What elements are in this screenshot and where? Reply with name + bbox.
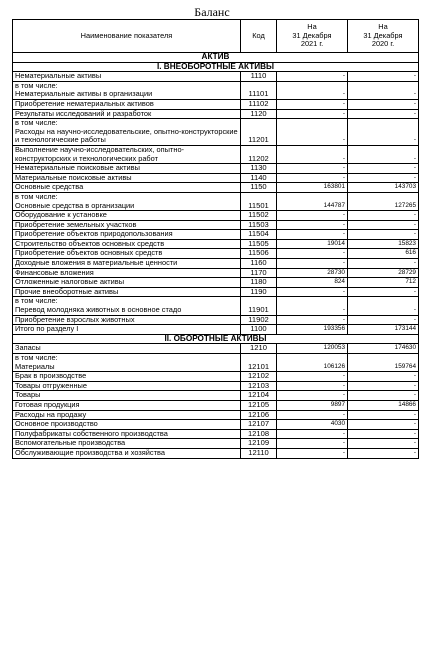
row-value-2021: - <box>277 164 348 174</box>
table-row <box>13 81 419 99</box>
row-label: Расходы на научно-исследовательские, опытно-конструкторские и технологические работы <box>15 126 238 145</box>
row-code: 1130 <box>241 164 277 174</box>
table-row <box>13 268 419 278</box>
header-row <box>13 20 419 53</box>
row-code: 12102 <box>241 372 277 382</box>
row-value-2021: - <box>277 410 348 420</box>
row-value-2021: - <box>277 249 348 259</box>
row-value-2020: 14866 <box>348 400 419 410</box>
row-value-2020: - <box>348 315 419 325</box>
row-value-2021: - <box>277 381 348 391</box>
row-code: 1100 <box>241 325 277 335</box>
row-name: Вспомогательные производства <box>13 439 241 449</box>
row-name: Нематериальные активы <box>13 72 241 82</box>
row-code: 11503 <box>241 220 277 230</box>
table-row <box>13 259 419 269</box>
table-row <box>13 429 419 439</box>
row-name: Основные средства <box>13 183 241 193</box>
row-value-2021: - <box>277 315 348 325</box>
row-value-2021: 120053 <box>277 344 348 354</box>
table-row <box>13 145 419 163</box>
row-value-2021: - <box>277 119 348 146</box>
table-row <box>13 278 419 288</box>
row-value-2021: - <box>277 109 348 119</box>
row-sublabel: в том числе: <box>15 192 58 201</box>
row-value-2021: - <box>277 145 348 163</box>
table-row <box>13 109 419 119</box>
row-label: Перевод молодняка животных в основное стадо <box>15 305 182 315</box>
row-code: 11101 <box>241 81 277 99</box>
table-row <box>13 391 419 401</box>
header-code: Код <box>241 20 277 53</box>
row-value-2020: - <box>348 72 419 82</box>
row-code: 1210 <box>241 344 277 354</box>
row-name: Оборудование к установке <box>13 211 241 221</box>
row-name: Полуфабрикаты собственного производства <box>13 429 241 439</box>
row-value-2020: 159764 <box>348 354 419 372</box>
balance-rows <box>13 53 419 459</box>
row-name: Приобретение взрослых животных <box>13 315 241 325</box>
row-code: 1120 <box>241 109 277 119</box>
header-period-2021-line: На <box>307 22 317 32</box>
row-value-2020: - <box>348 173 419 183</box>
row-name: Нематериальные поисковые активы <box>13 164 241 174</box>
row-name <box>13 119 241 146</box>
row-value-2020: - <box>348 81 419 99</box>
row-name <box>13 354 241 372</box>
section-header <box>13 53 419 63</box>
row-value-2020: - <box>348 259 419 269</box>
row-value-2021: - <box>277 173 348 183</box>
table-row <box>13 211 419 221</box>
row-sublabel: в том числе: <box>15 353 58 362</box>
row-value-2021: - <box>277 259 348 269</box>
row-code: 12103 <box>241 381 277 391</box>
row-value-2020: - <box>348 448 419 458</box>
row-code: 11102 <box>241 99 277 109</box>
row-value-2021: - <box>277 297 348 315</box>
header-period-2021-line: 31 Декабря <box>292 30 332 40</box>
row-value-2020: - <box>348 439 419 449</box>
row-code: 11202 <box>241 145 277 163</box>
row-code: 11505 <box>241 239 277 249</box>
table-row <box>13 448 419 458</box>
section-title: I. ВНЕОБОРОТНЫЕ АКТИВЫ <box>13 62 419 72</box>
row-name: Выполнение научно-исследовательских, опытно-конструкторских и технологических работ <box>13 145 241 163</box>
row-code: 11901 <box>241 297 277 315</box>
table-row <box>13 239 419 249</box>
table-row <box>13 354 419 372</box>
table-row <box>13 183 419 193</box>
header-period-2021 <box>277 20 348 53</box>
row-name: Товары отгруженные <box>13 381 241 391</box>
row-code: 12109 <box>241 439 277 449</box>
row-value-2020: - <box>348 420 419 430</box>
row-name: Доходные вложения в материальные ценности <box>13 259 241 269</box>
row-value-2021: - <box>277 439 348 449</box>
row-code: 1180 <box>241 278 277 288</box>
section-header <box>13 334 419 344</box>
table-row <box>13 344 419 354</box>
row-value-2021: - <box>277 230 348 240</box>
row-value-2021: - <box>277 429 348 439</box>
row-value-2020: - <box>348 372 419 382</box>
table-row <box>13 230 419 240</box>
row-value-2021: 19014 <box>277 239 348 249</box>
row-code: 11504 <box>241 230 277 240</box>
row-sublabel: в том числе: <box>15 81 58 90</box>
row-name: Итого по разделу I <box>13 325 241 335</box>
row-value-2020: 173144 <box>348 325 419 335</box>
row-value-2020: 174630 <box>348 344 419 354</box>
row-value-2020: - <box>348 230 419 240</box>
row-value-2020: - <box>348 145 419 163</box>
row-name <box>13 81 241 99</box>
row-value-2021: - <box>277 99 348 109</box>
table-row <box>13 381 419 391</box>
row-value-2020: - <box>348 109 419 119</box>
row-code: 1160 <box>241 259 277 269</box>
row-code: 1150 <box>241 183 277 193</box>
table-row <box>13 325 419 335</box>
row-code: 1110 <box>241 72 277 82</box>
row-value-2021: 193356 <box>277 325 348 335</box>
table-row <box>13 297 419 315</box>
row-value-2020: - <box>348 211 419 221</box>
row-value-2021: 9897 <box>277 400 348 410</box>
row-value-2021: 28730 <box>277 268 348 278</box>
row-name: Приобретение объектов природопользования <box>13 230 241 240</box>
row-name: Приобретение земельных участков <box>13 220 241 230</box>
row-sublabel: в том числе: <box>15 118 58 128</box>
row-code: 12107 <box>241 420 277 430</box>
row-value-2021: - <box>277 391 348 401</box>
row-value-2021: - <box>277 448 348 458</box>
row-code: 11902 <box>241 315 277 325</box>
table-row <box>13 315 419 325</box>
row-code: 1140 <box>241 173 277 183</box>
table-row <box>13 287 419 297</box>
row-value-2021: - <box>277 72 348 82</box>
row-value-2021: - <box>277 372 348 382</box>
row-value-2020: - <box>348 164 419 174</box>
row-value-2021: - <box>277 287 348 297</box>
row-value-2020: 143703 <box>348 183 419 193</box>
row-code: 11501 <box>241 192 277 210</box>
row-name: Прочие внеоборотные активы <box>13 287 241 297</box>
row-name: Запасы <box>13 344 241 354</box>
row-name <box>13 192 241 210</box>
balance-table <box>12 19 419 459</box>
table-row <box>13 400 419 410</box>
table-row <box>13 220 419 230</box>
row-name: Приобретение нематериальных активов <box>13 99 241 109</box>
row-value-2020: - <box>348 381 419 391</box>
header-period-2020 <box>348 20 419 53</box>
row-value-2021: 824 <box>277 278 348 288</box>
section-header <box>13 62 419 72</box>
row-sublabel: в том числе: <box>15 296 58 306</box>
row-value-2020: - <box>348 99 419 109</box>
row-code: 12101 <box>241 354 277 372</box>
table-row <box>13 173 419 183</box>
row-name: Расходы на продажу <box>13 410 241 420</box>
table-row <box>13 410 419 420</box>
row-name: Приобретение объектов основных средств <box>13 249 241 259</box>
row-code: 12106 <box>241 410 277 420</box>
row-value-2021: - <box>277 220 348 230</box>
row-name: Строительство объектов основных средств <box>13 239 241 249</box>
row-value-2021: 163801 <box>277 183 348 193</box>
row-name: Финансовые вложения <box>13 268 241 278</box>
row-name: Отложенные налоговые активы <box>13 278 241 288</box>
row-code: 11506 <box>241 249 277 259</box>
row-name: Результаты исследований и разработок <box>13 109 241 119</box>
table-row <box>13 372 419 382</box>
table-row <box>13 119 419 146</box>
section-title: АКТИВ <box>13 53 419 63</box>
header-name: Наименование показателя <box>13 20 241 53</box>
row-code: 12104 <box>241 391 277 401</box>
row-value-2020: - <box>348 391 419 401</box>
header-period-2021-line: 2021 г. <box>300 39 324 49</box>
row-value-2020: 28729 <box>348 268 419 278</box>
row-name: Готовая продукция <box>13 400 241 410</box>
row-value-2020: - <box>348 287 419 297</box>
header-period-2020-line: На <box>378 22 388 32</box>
row-code: 11201 <box>241 119 277 146</box>
row-value-2020: - <box>348 410 419 420</box>
table-row <box>13 439 419 449</box>
row-value-2020: - <box>348 220 419 230</box>
row-value-2021: - <box>277 211 348 221</box>
header-period-2020-line: 2020 г. <box>371 39 395 49</box>
row-label: Нематериальные активы в организации <box>15 89 153 99</box>
row-label: Материалы <box>15 361 55 371</box>
row-value-2021: 144787 <box>277 192 348 210</box>
row-value-2021: - <box>277 81 348 99</box>
row-value-2020: - <box>348 119 419 146</box>
row-label: Основные средства в организации <box>15 200 135 210</box>
page-title: Баланс <box>194 5 230 19</box>
row-name: Обслуживающие производства и хозяйства <box>13 448 241 458</box>
row-name <box>13 297 241 315</box>
table-row <box>13 420 419 430</box>
row-code: 1170 <box>241 268 277 278</box>
row-code: 1190 <box>241 287 277 297</box>
row-value-2020: 127265 <box>348 192 419 210</box>
row-name: Основное производство <box>13 420 241 430</box>
row-name: Материальные поисковые активы <box>13 173 241 183</box>
row-code: 12108 <box>241 429 277 439</box>
row-value-2020: - <box>348 297 419 315</box>
row-value-2020: 712 <box>348 278 419 288</box>
header-period-2020-line: 31 Декабря <box>363 30 403 40</box>
row-value-2021: 106126 <box>277 354 348 372</box>
row-name: Брак в производстве <box>13 372 241 382</box>
table-row <box>13 72 419 82</box>
row-code: 12110 <box>241 448 277 458</box>
table-row <box>13 192 419 210</box>
row-value-2020: - <box>348 429 419 439</box>
row-value-2020: 616 <box>348 249 419 259</box>
row-name: Товары <box>13 391 241 401</box>
row-value-2021: 4030 <box>277 420 348 430</box>
table-row <box>13 249 419 259</box>
section-title: II. ОБОРОТНЫЕ АКТИВЫ <box>13 334 419 344</box>
row-value-2020: 15823 <box>348 239 419 249</box>
table-row <box>13 164 419 174</box>
row-code: 11502 <box>241 211 277 221</box>
table-row <box>13 99 419 109</box>
row-code: 12105 <box>241 400 277 410</box>
